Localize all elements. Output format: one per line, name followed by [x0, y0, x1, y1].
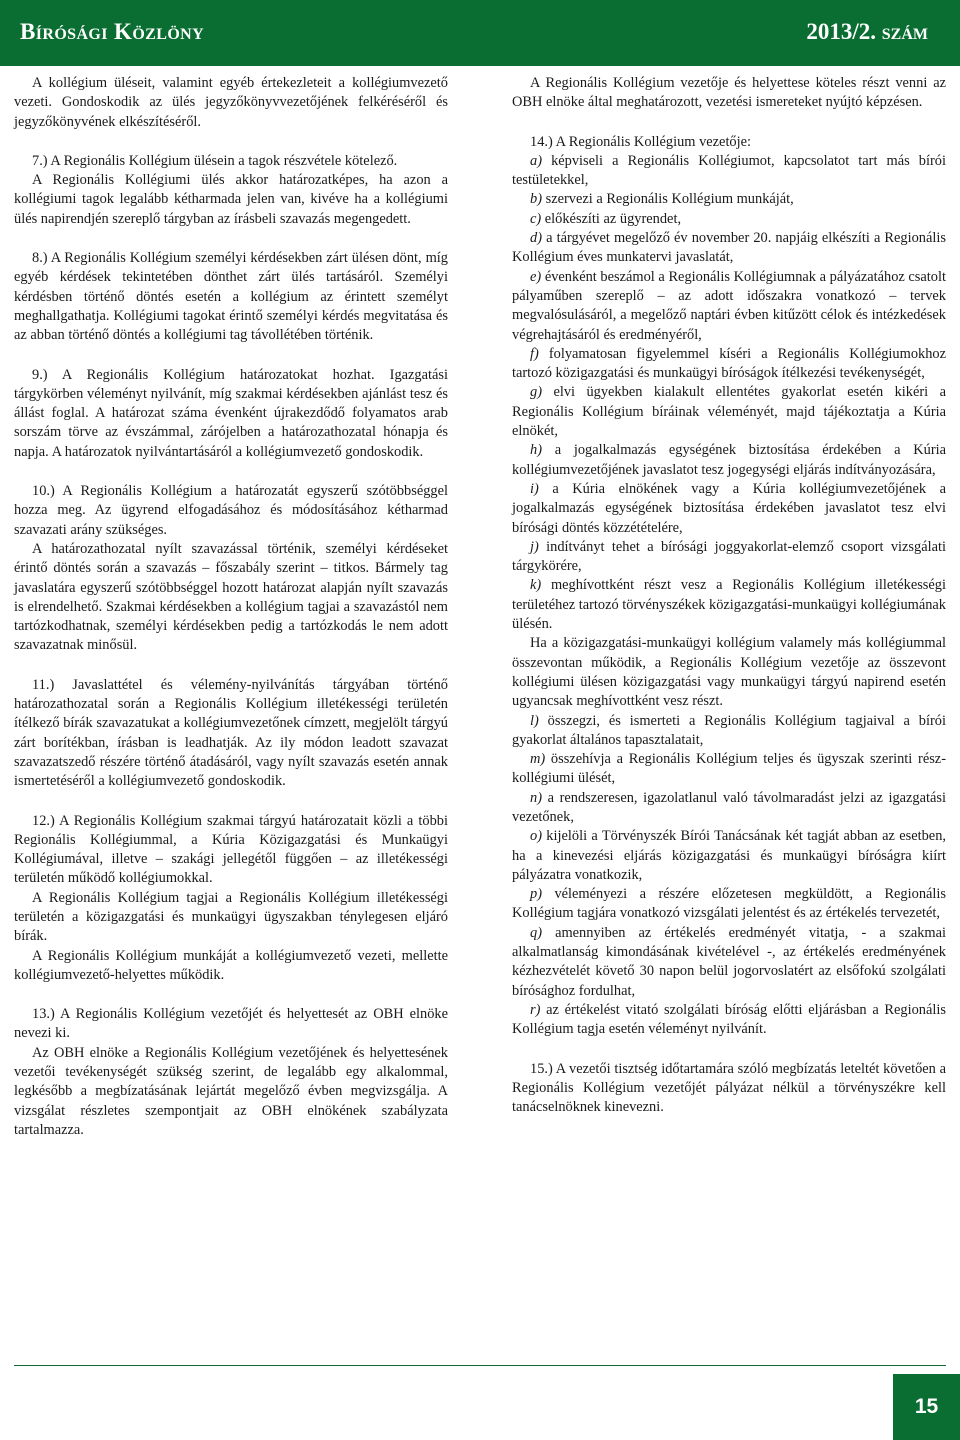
- paragraph: Az OBH elnöke a Regionális Kollégium vezetőjének és helyettesének vezetői tevékenységét szükség szerint, de legalább egy alkalommal, legkésőbb a megbízatásának lejártát megelőző évben megvizsgálja. A vizsgálat részletes szempontjait az OBH elnökének szabályzata tartalmazza.: [14, 1044, 448, 1138]
- list-item-letter: f): [530, 345, 539, 362]
- list-item: [512, 152, 946, 191]
- duty-list-continued: [512, 712, 946, 1040]
- list-item-text: az értékelést vitató szolgálati bíróság előtti eljárásban a Regionális Kollégium tagja esetén véleményt nyilvánít.: [512, 1001, 946, 1038]
- list-item: [512, 210, 946, 229]
- list-item-letter: g): [530, 384, 542, 401]
- list-item-letter: i): [530, 480, 539, 497]
- paragraph: A kollégium üléseit, valamint egyéb értekezleteit a kollégiumvezető vezeti. Gondoskodik az ülés jegyzőkönyvvezetőjének felkéréséről és jegyzőkönyvének elkészítéséről.: [14, 75, 448, 130]
- list-item-text: a rendszeresen, igazolatlanul való távolmaradást jelzi az igazgatási vezetőnek,: [512, 789, 946, 825]
- list-item-letter: h): [530, 442, 542, 459]
- list-item-text: előkészíti az ügyrendet,: [541, 210, 682, 227]
- list-item: [512, 1001, 946, 1040]
- paragraph: 14.) A Regionális Kollégium vezetője:: [530, 133, 752, 150]
- list-item-letter: r): [530, 1001, 541, 1018]
- list-item-letter: e): [530, 268, 542, 285]
- list-item-letter: j): [530, 538, 539, 555]
- list-item-text: folyamatosan figyelemmel kíséri a Regionális Kollégiumokhoz tartozó közigazgatási és munkaügyi bíróságok ítélkezési tevékenységét,: [512, 345, 946, 382]
- list-item: [512, 712, 946, 751]
- list-item: [512, 190, 946, 209]
- list-item-text: a Kúria elnökének vagy a Kúria kollégiumvezetőjének a jogalkalmazás egységének biztosítása érdekében javaslatot tesz elvi bírósági döntés közzétételére,: [512, 480, 946, 536]
- list-item-text: indítványt tehet a bírósági joggyakorlat-elemző csoport vizsgálati tárgykörére,: [512, 538, 946, 575]
- list-item-text: elvi ügyekben kialakult ellentétes gyakorlat esetén kikéri a Regionális Kollégium bíráinak véleményét, majd tájékoztatja a Kúria elnökét,: [512, 384, 946, 440]
- list-item-letter: p): [530, 886, 542, 903]
- list-item-text: képviseli a Regionális Kollégiumot, kapcsolatot tart más bírói testületekkel,: [512, 152, 946, 189]
- paragraph: A Regionális Kollégium munkáját a kollégiumvezető vezeti, mellette kollégiumvezető-helyettes működik.: [14, 947, 448, 983]
- list-item-letter: q): [530, 924, 542, 941]
- list-item: [512, 383, 946, 441]
- paragraph: A Regionális Kollégium tagjai a Regionális Kollégium illetékességi területén a közigazgatási és munkaügyi ügyszakban ténylegesen eljáró bírák.: [14, 889, 448, 945]
- right-column: [512, 74, 946, 1117]
- duty-list: [512, 152, 946, 634]
- list-item-text: kijelöli a Törvényszék Bírói Tanácsának két tagját abban az esetben, ha a kinevezési eljárás közigazgatási és munkaügyi bíróságra kiírt pályázatra vonatkozik,: [512, 828, 946, 883]
- list-item-letter: o): [530, 828, 542, 845]
- list-item: [512, 229, 946, 268]
- list-item-text: a tárgyévet megelőző év november 20. napjáig elkészíti a Regionális Kollégium éves munkatervi javaslatát,: [512, 230, 946, 266]
- paragraph: 8.) A Regionális Kollégium személyi kérdésekben zárt ülésen dönt, míg egyéb kérdések tekintetében dönthet zárt ülés tartásáról. Személyi kérdésben történő döntés esetén a kollégium az érintett személyt meghallgathatja. Kollégiumi tagokat érintő személyi kérdés megvitatása és az abban történő döntés a kollégiumi tag távollétében történik.: [14, 250, 448, 344]
- paragraph: 10.) A Regionális Kollégium a határozatát egyszerű szótöbbséggel hozza meg. Az ügyrend elfogadásához és módosításához kétharmad szavazati arány szükséges.: [14, 483, 448, 538]
- list-item: [512, 789, 946, 828]
- list-item-letter: k): [530, 577, 542, 594]
- paragraph: 15.) A vezetői tisztség időtartamára szóló megbízatás leteltét követően a Regionális Kollégium vezetőjét pályázat nélkül a törvényszékre kell tanácselnöknek kinevezni.: [512, 1060, 946, 1116]
- list-item-letter: a): [530, 152, 542, 169]
- publication-title: Bírósági Közlöny: [20, 19, 205, 44]
- paragraph: 7.) A Regionális Kollégium ülésein a tagok részvétele kötelező.: [32, 152, 398, 169]
- list-item: [512, 538, 946, 577]
- list-item: [512, 827, 946, 885]
- list-item-text: szervezi a Regionális Kollégium munkáját,: [542, 191, 794, 208]
- list-item-text: amennyiben az értékelés eredményét vitatja, - a szakmai alkalmatlanság kimondásának kivételével -, az értékelés eredményének kézhezvételét követő 30 napon belül jogorvoslatért az elsőfokú szolgálati bírósághoz fordulhat,: [512, 924, 946, 999]
- list-item: [512, 268, 946, 345]
- page-number: 15: [893, 1374, 960, 1440]
- list-item-letter: n): [530, 789, 542, 806]
- list-item-text: véleményezi a részére előzetesen megküldött, a Regionális Kollégium tagjára vonatkozó vizsgálati jelentést és az értékelés tervezetét,: [512, 886, 946, 922]
- list-item-text: összehívja a Regionális Kollégium teljes és ügyszak szerinti rész-kollégiumi ülését,: [512, 751, 946, 787]
- list-item-text: évenként beszámol a Regionális Kollégiumnak a pályázatához csatolt pályaműben szereplő – az adott időszakra vonatkozó – tervek megvalósulásáról, a megelőző naptári évben kitűzött célok és intézkedések végrehajtásáról és eredményéről,: [512, 268, 946, 343]
- left-column: [14, 74, 448, 1140]
- list-item: [512, 441, 946, 480]
- list-item: [512, 750, 946, 789]
- list-item: [512, 576, 946, 634]
- list-item-text: összegzi, és ismerteti a Regionális Kollégium tagjaival a bírói gyakorlat általános tapasztalatait,: [512, 712, 946, 748]
- list-item-text: meghívottként részt vesz a Regionális Kollégium illetékességi területéhez tartozó törvényszékek közigazgatási-munkaügyi kollégiumának ülésén.: [512, 577, 946, 633]
- list-item: [512, 480, 946, 538]
- list-item-letter: l): [530, 712, 539, 729]
- paragraph: A Regionális Kollégiumi ülés akkor határozatképes, ha azon a kollégiumi tagok legalább kétharmada jelen van, kivéve ha a kollégiumi ülés napirendjén szereplő tárgyban az írásbeli szavazás megengedett.: [14, 172, 448, 227]
- paragraph: Ha a közigazgatási-munkaügyi kollégium valamely más kollégiummal összevontan működik, a Regionális Kollégium vezetője az összevont kollégiumi ülésen közigazgatási vagy munkaügyi tárgyú napirend esetén ugyancsak meghívottként vesz részt.: [512, 635, 946, 710]
- list-item: [512, 885, 946, 924]
- list-item-letter: b): [530, 191, 542, 208]
- paragraph: A határozathozatal nyílt szavazással történik, személyi kérdéseket érintő döntés során a szavazás – főszabály szerint – titkos. Bármely tag javaslatára egyszerű szótöbbséggel hozott határozat alapján nyílt szavazás is elrendelhető. Szakmai kérdésekben a kollégium tagjai a szavazástól nem tartózkodhatnak, személyi kérdésekben pedig a tartózkodás le nem adott szavazatnak minősül.: [14, 540, 448, 654]
- paragraph: 9.) A Regionális Kollégium határozatokat hozhat. Igazgatási tárgykörben véleményt nyilvánít, míg szakmai kérdésekben ajánlást tesz és állást foglal. A határozat száma évenként újrakezdődő folyamatos arab sorszám törve az évszámmal, zárójelben a határozathozatal hónapja és napja. A határozatok nyilvántartásáról a kollégiumvezető gondoskodik.: [14, 366, 448, 460]
- list-item-letter: d): [530, 230, 542, 247]
- issue-number: 2013/2. szám: [806, 19, 928, 44]
- list-item-letter: c): [530, 210, 542, 227]
- list-item-letter: m): [530, 751, 546, 768]
- page-header: [0, 0, 960, 66]
- footer-divider: [14, 1365, 946, 1366]
- paragraph: 12.) A Regionális Kollégium szakmai tárgyú határozatait közli a többi Regionális Kollégiummal, a Kúria Közigazgatási és Munkaügyi Kollégiumával, illetve – szakági jellegétől függően – az illetékességi területén működő kollégiumokkal.: [14, 812, 448, 887]
- paragraph: 13.) A Regionális Kollégium vezetőjét és helyettesét az OBH elnöke nevezi ki.: [14, 1006, 448, 1042]
- list-item: [512, 345, 946, 384]
- paragraph: 11.) Javaslattétel és vélemény-nyilvánítás tárgyában történő határozathozatal során a Regionális Kollégium illetékességi területén ítélkező bírák szavazatukat a kollégiumvezetőnek címzett, megjelölt tárgyú zárt borítékban, írásban is leadhatják. Az ily módon leadott szavazat szavazatszedő részére történő átadásáról, vagy nyílt szavazás esetén annak ismertetéséről a kollégiumvezető gondoskodik.: [14, 676, 448, 790]
- list-item: [512, 924, 946, 1001]
- paragraph: A Regionális Kollégium vezetője és helyettese köteles részt venni az OBH elnöke által meghatározott, vezetési ismereteket nyújtó képzésen.: [512, 75, 946, 111]
- list-item-text: a jogalkalmazás egységének biztosítása érdekében a Kúria kollégiumvezetőjének javaslatot tesz jogegységi eljárás indítványozására,: [512, 442, 946, 478]
